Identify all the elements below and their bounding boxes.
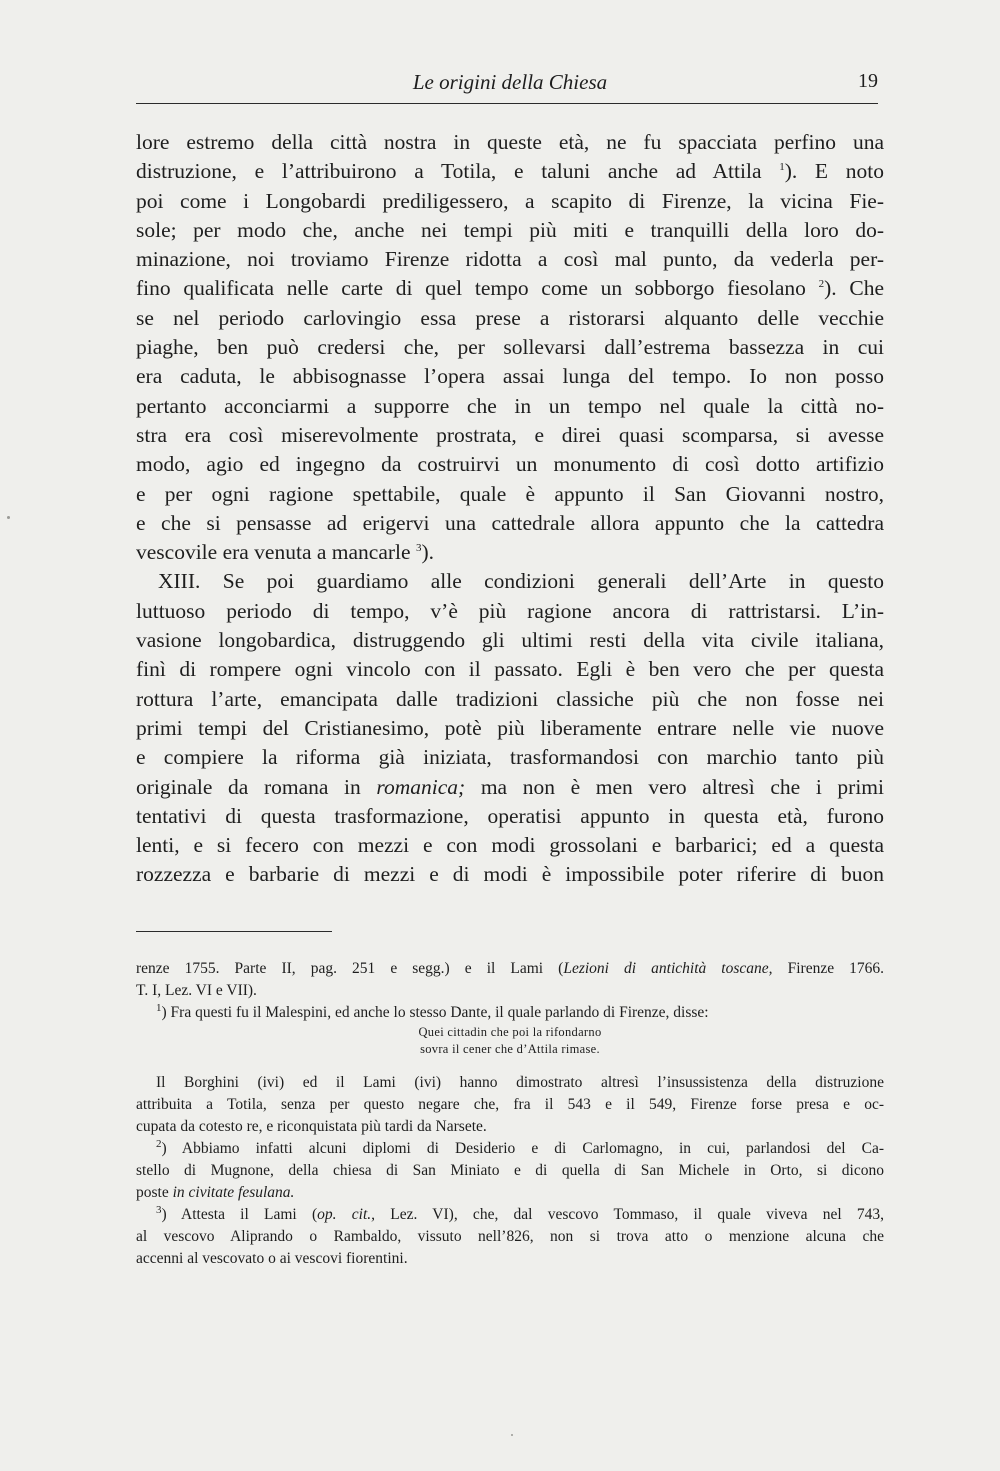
italic-term: romanica; bbox=[376, 774, 466, 799]
text-fragment: ). Che bbox=[824, 276, 884, 301]
text-line bbox=[136, 274, 884, 303]
footnote-marker: 1 bbox=[779, 161, 785, 174]
footnote-line: attribuita a Totila, senza per questo negare che, fra il 543 e il 549, Firenze forse presa e oc- bbox=[136, 1096, 884, 1113]
text-fragment: Lez. VI), che, dal vescovo Tommaso, il quale viveva nel 743, bbox=[390, 1206, 884, 1223]
text-fragment: poste bbox=[136, 1184, 169, 1201]
footnote-marker: 3 bbox=[415, 542, 422, 554]
footnote-1 bbox=[136, 1002, 884, 1024]
footnote-line bbox=[136, 1182, 884, 1204]
footnote-3 bbox=[136, 1204, 884, 1226]
text-line: stra era così miserevolmente prostrata, e direi quasi scomparsa, si avesse bbox=[136, 422, 884, 447]
text-fragment: Firenze 1766. bbox=[787, 960, 885, 977]
section-heading-line: XIII. Se poi guardiamo alle condizioni generali dell’Arte in questo bbox=[158, 569, 884, 594]
text-fragment: originale da romana in bbox=[136, 774, 361, 799]
text-line: minazione, noi troviamo Firenze ridotta a così mal punto, da vederla per- bbox=[136, 247, 884, 272]
text-line: piaghe, ben può credersi che, per sollevarsi dall’estrema bassezza in cui bbox=[136, 335, 884, 360]
text-line bbox=[136, 157, 884, 186]
footnote-rule bbox=[136, 931, 332, 932]
text-line bbox=[136, 773, 884, 802]
text-line: finì di rompere ogni vincolo con il passato. Egli è ben vero che per questa bbox=[136, 657, 884, 682]
footnote-number: 2 bbox=[156, 1137, 162, 1150]
italic-title: Lezioni di antichità toscane, bbox=[563, 960, 773, 977]
text-line: era caduta, le abbisognasse l’opera assai lunga del tempo. Io non posso bbox=[136, 364, 884, 389]
text-fragment: distruzione, e l’attribuirono a Totila, e taluni anche ad Attila bbox=[136, 159, 762, 184]
text-line: poi come i Longobardi prediligessero, a scapito di Firenze, la vicina Fie- bbox=[136, 188, 884, 213]
text-fragment: ). bbox=[421, 540, 434, 565]
text-line: rottura l’arte, emancipata dalle tradizioni classiche più che non fosse nei bbox=[136, 686, 884, 711]
text-line: luttuoso periodo di tempo, v’è più ragione ancora di rattristarsi. L’in- bbox=[136, 598, 884, 623]
text-fragment: fino qualificata nelle carte di quel tempo come un sobborgo fiesolano bbox=[136, 276, 806, 301]
text-fragment: ) Attesta il Lami ( bbox=[161, 1206, 318, 1223]
text-fragment: renze 1755. Parte II, pag. 251 e segg.) e il Lami ( bbox=[136, 960, 564, 977]
text-line: lenti, e si fecero con mezzi e con modi grossolani e barbarici; ed a questa bbox=[136, 833, 884, 858]
text-fragment: ) Fra questi fu il Malespini, ed anche lo stesso Dante, il quale parlando di Firenze, disse: bbox=[161, 1004, 709, 1021]
text-line bbox=[136, 538, 884, 567]
verse-line: Quei cittadin che poi la rifondarno bbox=[418, 1025, 602, 1039]
footnote-line: al vescovo Aliprando o Rambaldo, vissuto nell’826, non si trova atto o menzione alcuna che bbox=[136, 1228, 884, 1245]
text-line: sole; per modo che, anche nei tempi più miti e tranquilli della loro do- bbox=[136, 217, 884, 242]
text-line: lore estremo della città nostra in queste età, ne fu spacciata perfino una bbox=[136, 130, 884, 154]
text-line: se nel periodo carlovingio essa prese a ristorarsi alquanto delle vecchie bbox=[136, 305, 884, 330]
text-fragment: ). E noto bbox=[784, 159, 884, 184]
text-line: e che si pensasse ad erigervi una cattedrale allora appunto che la cattedra bbox=[136, 510, 884, 535]
footnote-line: cupata da cotesto re, e riconquistata più tardi da Narsete. bbox=[136, 1118, 487, 1135]
text-fragment: ) Abbiamo infatti alcuni diplomi di Desiderio e di Carlomagno, in cui, parlandosi del Ca- bbox=[161, 1140, 884, 1157]
running-header-title: Le origini della Chiesa bbox=[412, 70, 608, 94]
footnotes bbox=[136, 958, 884, 1270]
text-line: e per ogni ragione spettabile, quale è appunto il San Giovanni nostro, bbox=[136, 481, 884, 506]
footnote-line bbox=[136, 958, 884, 980]
italic-phrase: in civitate fesulana. bbox=[172, 1184, 295, 1201]
footnote-2 bbox=[136, 1138, 884, 1160]
page-number: 19 bbox=[858, 70, 878, 92]
paper-speck bbox=[511, 1434, 513, 1436]
paper-speck bbox=[7, 516, 10, 519]
header-rule bbox=[136, 103, 878, 104]
spacer bbox=[136, 1058, 884, 1072]
text-line: primi tempi del Cristianesimo, potè più liberamente entrare nelle vie nuove bbox=[136, 715, 884, 740]
text-line: rozzezza e barbarie di mezzi e di modi è impossibile poter riferire di buon bbox=[136, 862, 884, 887]
italic-abbrev: op. cit., bbox=[317, 1206, 375, 1223]
main-text bbox=[136, 128, 884, 890]
text-line: e compiere la riforma già iniziata, trasformandosi con marchio tanto più bbox=[136, 745, 884, 770]
footnote-line: accenni al vescovato o ai vescovi fiorentini. bbox=[136, 1250, 408, 1267]
text-line: vasione longobardica, distruggendo gli ultimi resti della vita civile italiana, bbox=[136, 628, 884, 653]
footnote-marker: 2 bbox=[818, 278, 825, 291]
text-fragment: ma non è men vero altresì che i primi bbox=[480, 774, 885, 799]
text-line: tentativi di questa trasformazione, operatisi appunto in questa età, furono bbox=[136, 803, 884, 828]
footnote-number: 1 bbox=[156, 1001, 162, 1014]
footnote-line: Il Borghini (ivi) ed il Lami (ivi) hanno dimostrato altresì l’insussistenza della distruzione bbox=[156, 1074, 884, 1091]
text-fragment: vescovile era venuta a mancarle bbox=[136, 540, 411, 565]
verse-line: sovra il cener che d’Attila rimase. bbox=[420, 1042, 600, 1056]
footnote-line: T. I, Lez. VI e VII). bbox=[136, 982, 257, 999]
text-line: modo, agio ed ingegno da costruirvi un monumento di così dotto artifizio bbox=[136, 452, 884, 477]
footnote-number: 3 bbox=[156, 1203, 162, 1216]
footnote-line: stello di Mugnone, della chiesa di San Miniato e di quella di San Michele in Orto, si dicono bbox=[136, 1162, 884, 1179]
text-line: pertanto acconciarmi a supporre che in un tempo nel quale la città no- bbox=[136, 393, 884, 418]
